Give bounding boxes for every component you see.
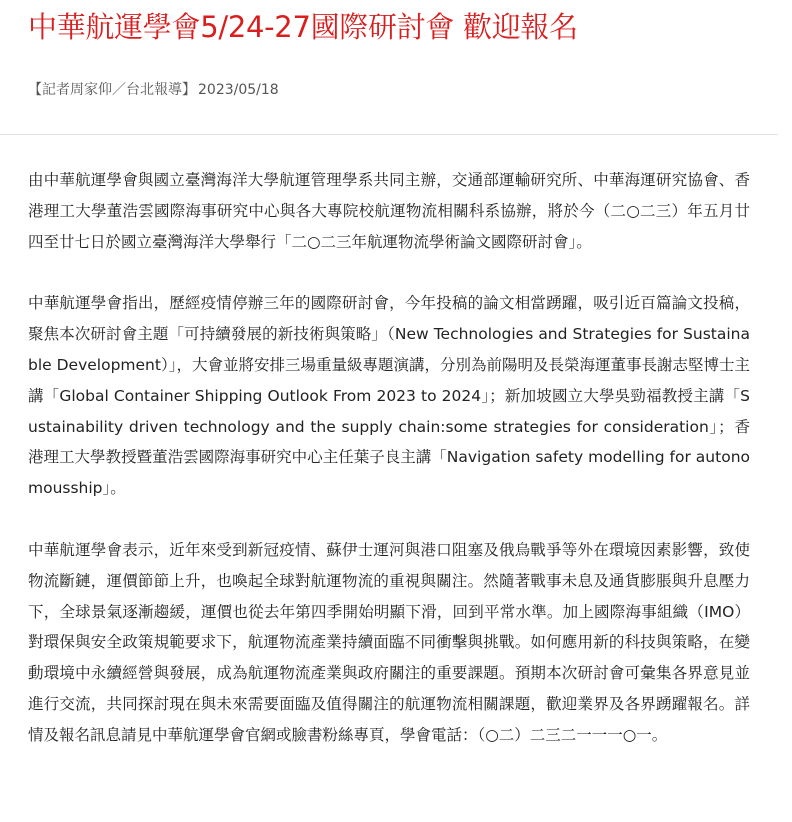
header-divider (0, 134, 778, 135)
article-body (28, 165, 750, 782)
byline-author: 【記者周家仰／台北報導】 (28, 82, 196, 98)
byline-date: 2023/05/18 (198, 82, 279, 98)
article-title: 中華航運學會5/24-27國際研討會 歡迎報名 (28, 10, 578, 44)
article-paragraph: 中華航運學會指出，歷經疫情停辦三年的國際研討會，今年投稿的論文相當踴躍，吸引近百篇論文投稿，聚焦本次研討會主題「可持續發展的新技術與策略」（New Technologies and Strategies for Sustainable Development）」，大會並將安排三場重量級專題演講，分別為前陽明及長榮海運董事長謝志堅博士主講「Global Container Shipping Outlook From 2023 to 2024」；新加坡國立大學吳勁福教授主講「Sustainability driven technology and the supply chain:some strategies for consideration」；香港理工大學教授暨董浩雲國際海事研究中心主任葉子良主講「Navigation safety modelling for autonomousship」。 (28, 294, 750, 498)
article-byline (28, 80, 279, 100)
article-paragraph: 中華航運學會表示，近年來受到新冠疫情、蘇伊士運河與港口阻塞及俄烏戰爭等外在環境因素影響，致使物流斷鏈，運價節節上升，也喚起全球對航運物流的重視與關注。然隨著戰事未息及通貨膨脹與升息壓力下，全球景氣逐漸趨緩，運價也從去年第四季開始明顯下滑，回到平常水準。加上國際海事組織（IMO）對環保與安全政策規範要求下，航運物流產業持續面臨不同衝擊與挑戰。如何應用新的科技與策略，在變動環境中永續經營與發展，成為航運物流產業與政府關注的重要課題。預期本次研討會可彙集各界意見並進行交流，共同探討現在與未來需要面臨及值得關注的航運物流相關課題，歡迎業界及各界踴躍報名。詳情及報名訊息請見中華航運學會官網或臉書粉絲專頁，學會電話：（○二）二三二一一一○一。 (28, 540, 750, 744)
article-paragraph: 由中華航運學會與國立臺灣海洋大學航運管理學系共同主辦，交通部運輸研究所、中華海運研究協會、香港理工大學董浩雲國際海事研究中心與各大專院校航運物流相關科系協辦，將於今（二○二三）年五月廿四至廿七日於國立臺灣海洋大學舉行「二○二三年航運物流學術論文國際研討會」。 (28, 171, 750, 251)
